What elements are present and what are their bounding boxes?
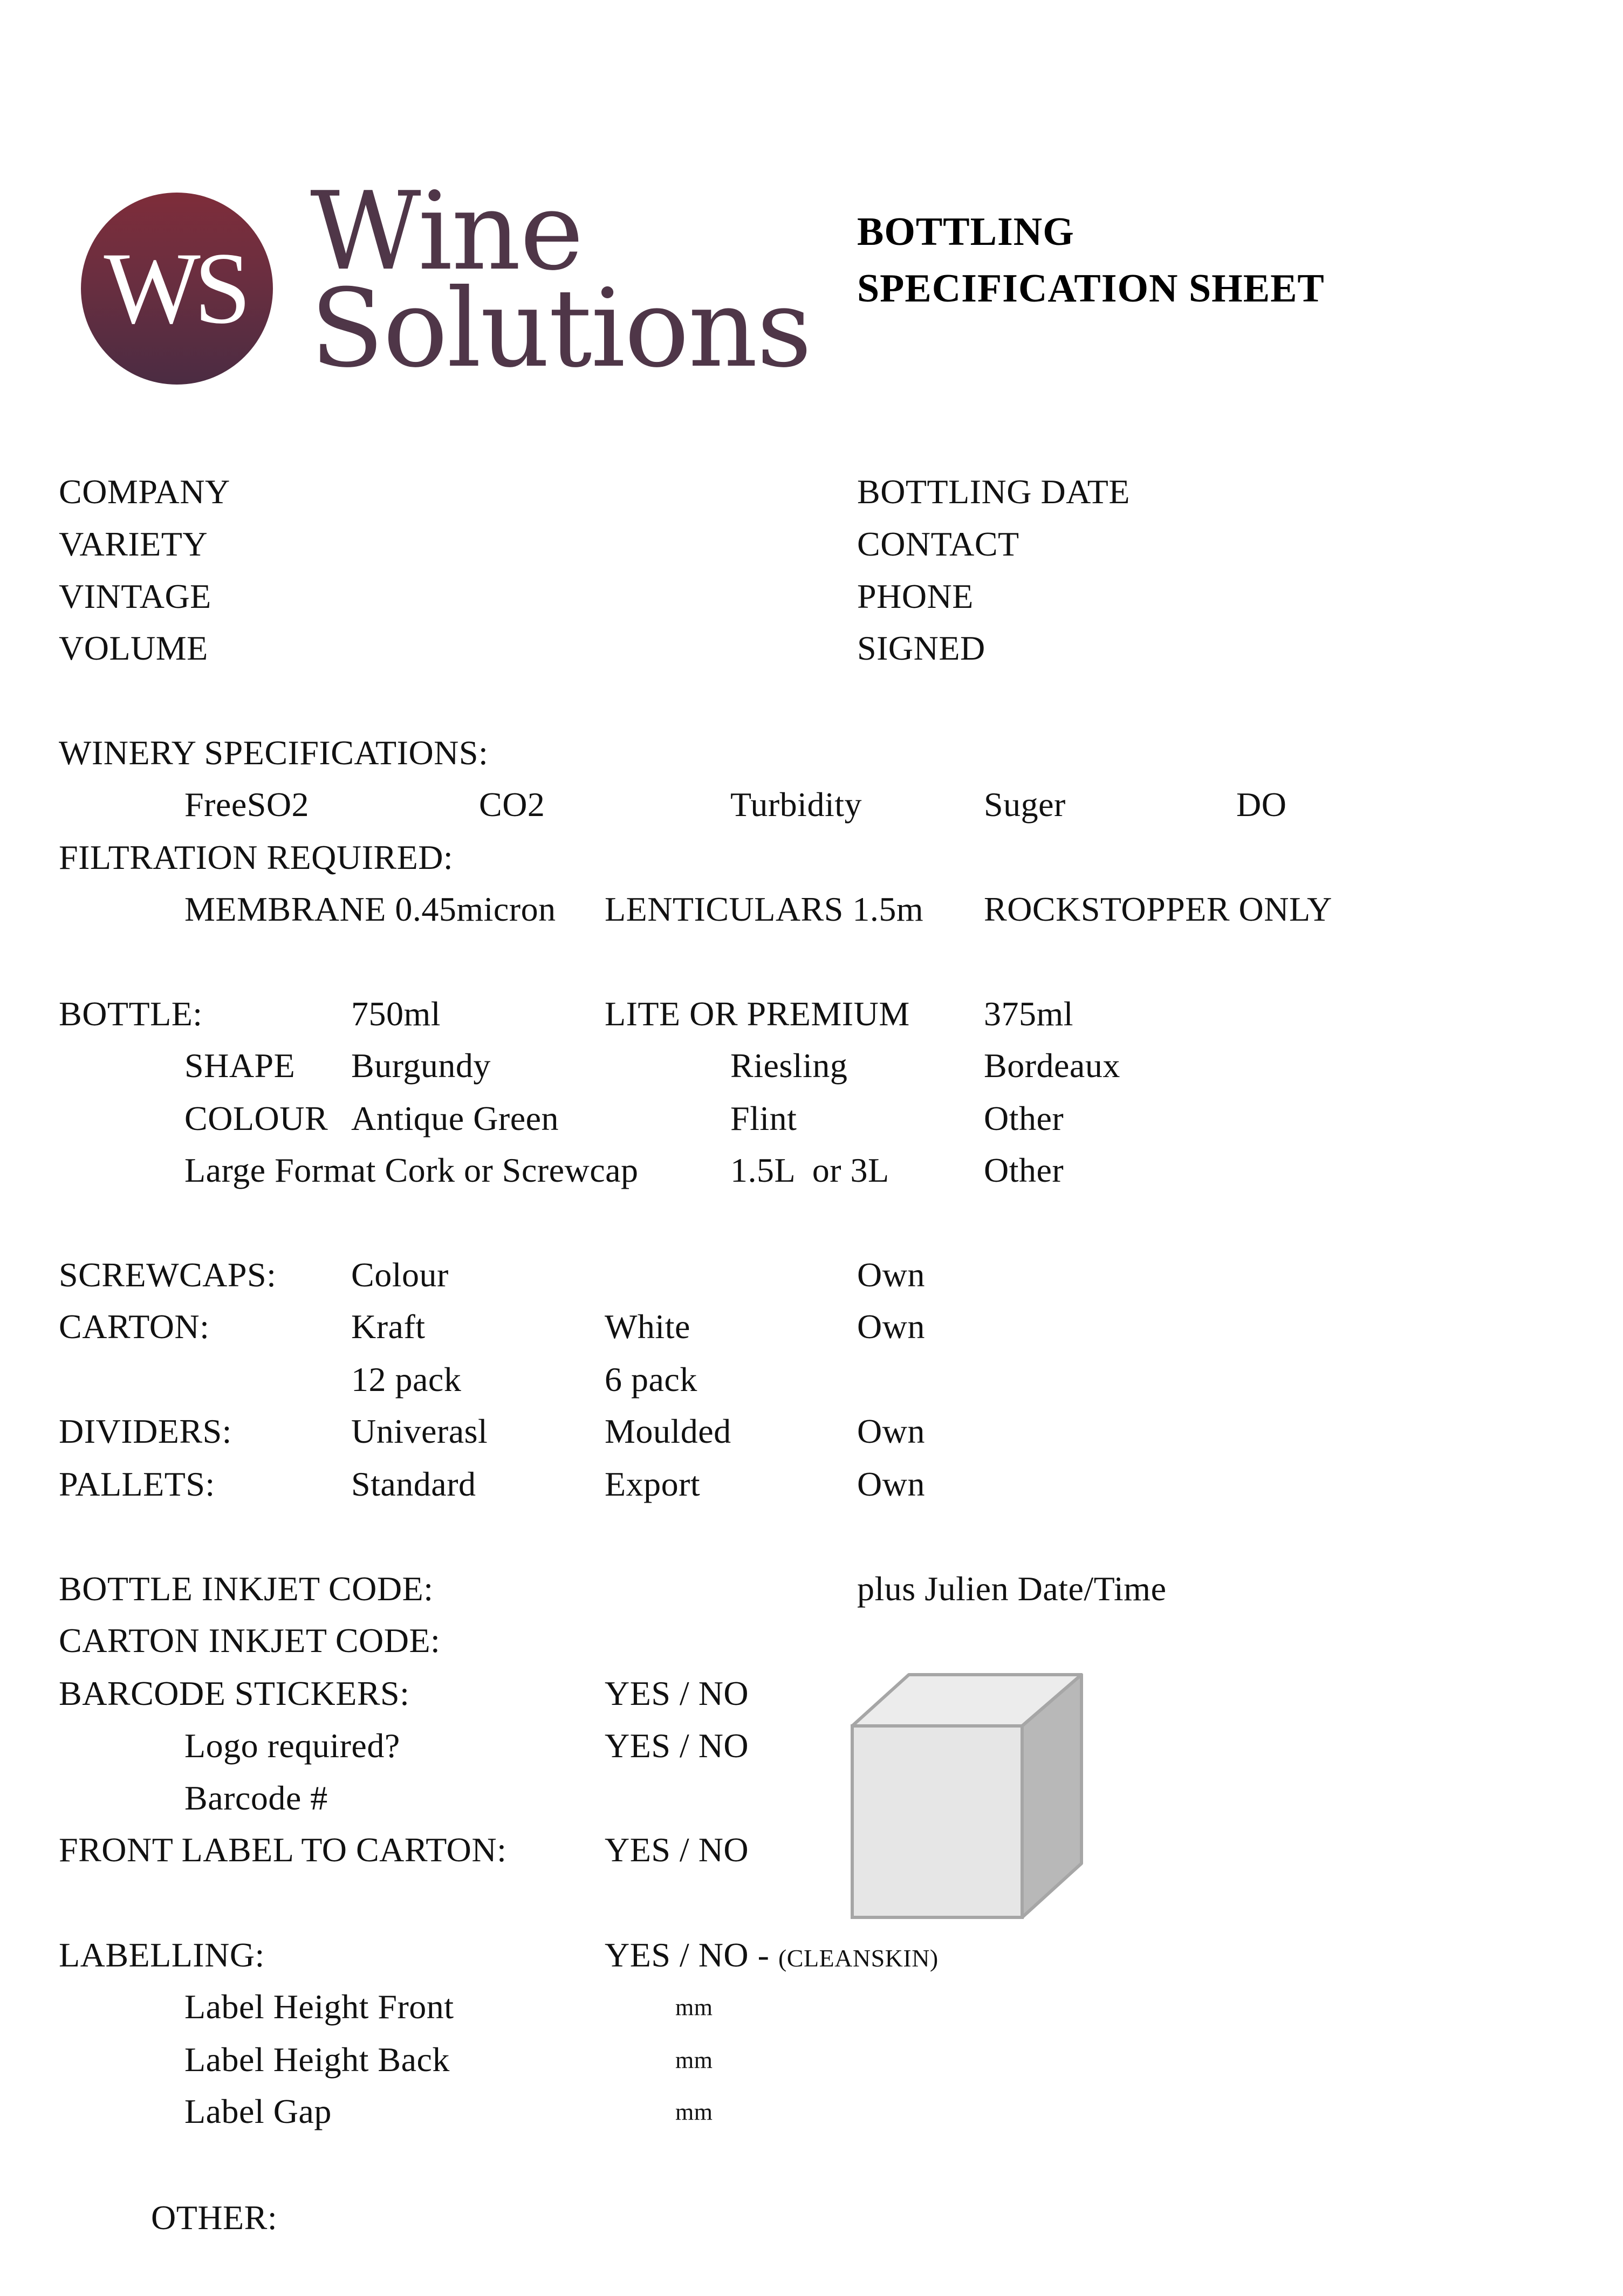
field-variety: VARIETY xyxy=(59,525,208,564)
colour-other: Other xyxy=(984,1099,1064,1138)
spec-turbidity: Turbidity xyxy=(730,785,862,824)
carton-white: White xyxy=(605,1307,690,1346)
carton-6-pack: 6 pack xyxy=(605,1360,697,1399)
colour-antique-green: Antique Green xyxy=(351,1099,559,1138)
large-format-label: Large Format Cork or Screwcap xyxy=(184,1151,639,1190)
filtration-membrane: MEMBRANE 0.45micron xyxy=(184,890,556,929)
bottle-750ml: 750ml xyxy=(351,995,441,1033)
page-title-line2: SPECIFICATION SHEET xyxy=(857,266,1325,311)
field-signed: SIGNED xyxy=(857,629,985,668)
front-label-to-carton-choice[interactable]: YES / NO xyxy=(605,1831,749,1869)
spec-do: DO xyxy=(1236,785,1287,824)
pallets-label: PALLETS: xyxy=(59,1465,215,1504)
labelling-heading: LABELLING: xyxy=(59,1936,265,1975)
other-label: OTHER: xyxy=(151,2198,278,2237)
label-height-back-label: Label Height Back xyxy=(184,2040,450,2079)
labelling-choice-group xyxy=(605,1936,939,1975)
label-height-front-label: Label Height Front xyxy=(184,1987,454,2026)
field-vintage: VINTAGE xyxy=(59,577,211,616)
dividers-universal: Univerasl xyxy=(351,1412,488,1451)
bottle-inkjet-code-label: BOTTLE INKJET CODE: xyxy=(59,1569,434,1608)
winery-specifications-heading: WINERY SPECIFICATIONS: xyxy=(59,734,489,772)
labelling-cleanskin-note: (CLEANSKIN) xyxy=(778,1944,939,1972)
carton-own: Own xyxy=(857,1307,925,1346)
screwcaps-own: Own xyxy=(857,1256,925,1294)
dividers-label: DIVIDERS: xyxy=(59,1412,232,1451)
bottle-375ml: 375ml xyxy=(984,995,1074,1033)
logo-wordmark-line1: Wine xyxy=(310,169,583,294)
logo-monogram: WS xyxy=(104,232,245,345)
barcode-stickers-label: BARCODE STICKERS: xyxy=(59,1674,410,1713)
spec-sugar: Suger xyxy=(984,785,1066,824)
shape-riesling: Riesling xyxy=(730,1046,848,1085)
logo-wordmark-line2: Solutions xyxy=(310,266,811,392)
bottle-shape-label: SHAPE xyxy=(184,1046,296,1085)
barcode-stickers-choice[interactable]: YES / NO xyxy=(605,1674,749,1713)
colour-flint: Flint xyxy=(730,1099,797,1138)
shape-burgundy: Burgundy xyxy=(351,1046,491,1085)
field-volume: VOLUME xyxy=(59,629,208,668)
field-company: COMPANY xyxy=(59,472,230,511)
spec-free-so2: FreeSO2 xyxy=(184,785,310,824)
field-phone: PHONE xyxy=(857,577,974,616)
bottle-inkjet-code-note: plus Julien Date/Time xyxy=(857,1569,1167,1608)
filtration-lenticulars: LENTICULARS 1.5m xyxy=(605,890,924,929)
filtration-rockstopper: ROCKSTOPPER ONLY xyxy=(984,890,1332,929)
logo-required-choice[interactable]: YES / NO xyxy=(605,1726,749,1765)
carton-label: CARTON: xyxy=(59,1307,210,1346)
pallets-own: Own xyxy=(857,1465,925,1504)
label-gap-label: Label Gap xyxy=(184,2092,332,2131)
shape-bordeaux: Bordeaux xyxy=(984,1046,1120,1085)
filtration-heading: FILTRATION REQUIRED: xyxy=(59,838,454,877)
field-contact: CONTACT xyxy=(857,525,1019,564)
logo-required-label: Logo required? xyxy=(184,1726,400,1765)
spec-co2: CO2 xyxy=(479,785,545,824)
screwcaps-label: SCREWCAPS: xyxy=(59,1256,277,1294)
logo-monogram-circle xyxy=(81,193,273,385)
pallets-standard: Standard xyxy=(351,1465,476,1504)
bottle-heading: BOTTLE: xyxy=(59,995,203,1033)
bottle-lite-or-premium: LITE OR PREMIUM xyxy=(605,995,910,1033)
dividers-own: Own xyxy=(857,1412,925,1451)
box-icon xyxy=(850,1672,1087,1942)
front-label-to-carton-label: FRONT LABEL TO CARTON: xyxy=(59,1831,507,1869)
screwcaps-colour: Colour xyxy=(351,1256,449,1294)
large-format-sizes: 1.5L or 3L xyxy=(730,1151,889,1190)
page-title-line1: BOTTLING xyxy=(857,210,1074,254)
field-bottling-date: BOTTLING DATE xyxy=(857,472,1130,511)
bottle-colour-label: COLOUR xyxy=(184,1099,328,1138)
dividers-moulded: Moulded xyxy=(605,1412,731,1451)
carton-12-pack: 12 pack xyxy=(351,1360,462,1399)
label-gap-unit: mm xyxy=(675,2099,713,2126)
pallets-export: Export xyxy=(605,1465,701,1504)
label-height-back-unit: mm xyxy=(675,2047,713,2074)
label-height-front-unit: mm xyxy=(675,1994,713,2021)
labelling-choice[interactable]: YES / NO - xyxy=(605,1936,770,1975)
carton-kraft: Kraft xyxy=(351,1307,426,1346)
barcode-number-label: Barcode # xyxy=(184,1779,328,1818)
large-format-other: Other xyxy=(984,1151,1064,1190)
carton-inkjet-code-label: CARTON INKJET CODE: xyxy=(59,1621,441,1660)
